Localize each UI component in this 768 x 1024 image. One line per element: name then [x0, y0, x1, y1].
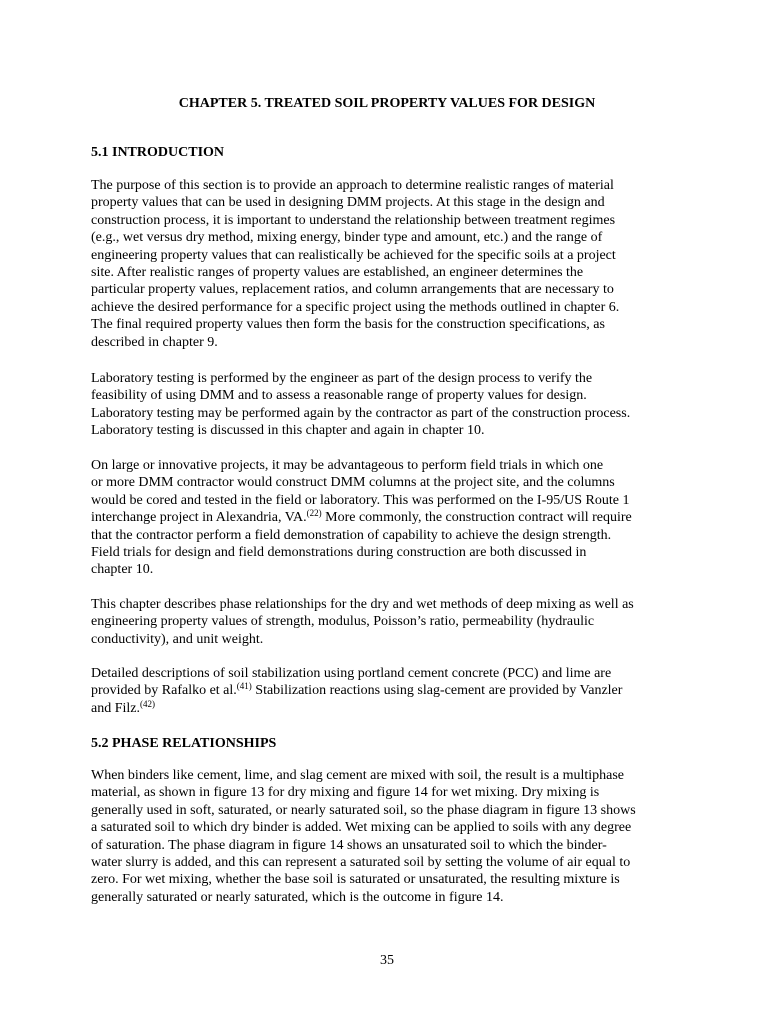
paragraph-laboratory-testing	[91, 370, 683, 440]
text-line: of saturation. The phase diagram in figure 14 shows an unsaturated soil to which the binder-	[91, 837, 607, 853]
text-line: (e.g., wet versus dry method, mixing energy, binder type and amount, etc.) and the range of	[91, 230, 603, 246]
text-line: construction process, it is important to understand the relationship between treatment regimes	[91, 212, 616, 228]
text-line: When binders like cement, lime, and slag cement are mixed with soil, the result is a multiphase	[91, 768, 625, 783]
reference-superscript: (22)	[306, 508, 322, 519]
text-line: engineering property values that can realistically be achieved for the specific soils at a project	[91, 247, 616, 263]
paragraph-chapter-overview	[91, 596, 683, 648]
text-fragment: Stabilization reactions using slag-cement are provided by Vanzler	[251, 683, 623, 699]
text-fragment: and Filz.	[91, 700, 140, 716]
page-number: 35	[380, 953, 394, 968]
text-line: that the contractor perform a field demonstration of capability to achieve the design strength.	[91, 527, 612, 543]
reference-superscript: (42)	[140, 698, 155, 709]
text-fragment: provided by Rafalko et al.	[91, 683, 237, 699]
text-line: The final required property values then form the basis for the construction specifications, as	[91, 317, 605, 333]
text-line: a saturated soil to which dry binder is added. Wet mixing can be applied to soils with any degree	[91, 820, 632, 836]
text-line-with-reference	[91, 682, 683, 699]
text-line: site. After realistic ranges of property values are established, an engineer determines the	[91, 265, 584, 281]
text-line: Field trials for design and field demonstrations during construction are both discussed in	[91, 545, 587, 561]
text-line: particular property values, replacement ratios, and column arrangements that are necessary to	[91, 282, 614, 298]
text-line: material, as shown in figure 13 for dry mixing and figure 14 for wet mixing. Dry mixing is	[91, 785, 600, 801]
section-heading-introduction: 5.1 INTRODUCTION	[91, 145, 225, 160]
text-line-with-reference	[91, 509, 683, 526]
text-fragment: More commonly, the construction contract will require	[321, 510, 632, 526]
chapter-title: CHAPTER 5. TREATED SOIL PROPERTY VALUES FOR DESIGN	[178, 96, 596, 111]
text-line: Laboratory testing is performed by the engineer as part of the design process to verify the	[91, 371, 593, 386]
paragraph-phase-relationships	[91, 767, 683, 906]
text-line: or more DMM contractor would construct DMM columns at the project site, and the columns	[91, 475, 615, 491]
document-page	[91, 0, 683, 1024]
text-line: This chapter describes phase relationships for the dry and wet methods of deep mixing as well as	[91, 597, 634, 612]
text-line: engineering property values of strength, modulus, Poisson’s ratio, permeability (hydraulic	[91, 614, 595, 630]
text-line-with-reference	[91, 700, 683, 717]
text-line: Laboratory testing may be performed again by the contractor as part of the construction process.	[91, 405, 631, 421]
text-line: zero. For wet mixing, whether the base soil is saturated or unsaturated, the resulting mixture is	[91, 872, 620, 888]
text-line: The purpose of this section is to provide an approach to determine realistic ranges of material	[91, 178, 614, 193]
text-line: chapter 10.	[91, 562, 154, 578]
text-line: conductivity), and unit weight.	[91, 631, 264, 647]
text-line: achieve the desired performance for a specific project using the methods outlined in chapter 6.	[91, 299, 620, 315]
text-line: water slurry is added, and this can represent a saturated soil by setting the volume of air equal to	[91, 855, 631, 871]
paragraph-purpose	[91, 177, 683, 351]
text-line: feasibility of using DMM and to assess a reasonable range of property values for design.	[91, 388, 587, 404]
paragraph-stabilization-references	[91, 665, 683, 717]
text-fragment: interchange project in Alexandria, VA.	[91, 510, 307, 526]
text-line: property values that can be used in designing DMM projects. At this stage in the design and	[91, 195, 605, 211]
text-line: On large or innovative projects, it may be advantageous to perform field trials in which one	[91, 458, 604, 473]
section-heading-phase-relationships: 5.2 PHASE RELATIONSHIPS	[91, 736, 277, 751]
text-line: generally used in soft, saturated, or nearly saturated soil, so the phase diagram in figure 13 shows	[91, 802, 636, 818]
text-line: generally saturated or nearly saturated, which is the outcome in figure 14.	[91, 889, 504, 905]
paragraph-field-trials	[91, 457, 683, 579]
text-line: Laboratory testing is discussed in this chapter and again in chapter 10.	[91, 423, 485, 439]
text-line: Detailed descriptions of soil stabilization using portland cement concrete (PCC) and lime are	[91, 666, 612, 681]
text-line: described in chapter 9.	[91, 334, 218, 350]
reference-superscript: (41)	[236, 681, 252, 692]
text-line: would be cored and tested in the field or laboratory. This was performed on the I-95/US Route 1	[91, 492, 630, 508]
